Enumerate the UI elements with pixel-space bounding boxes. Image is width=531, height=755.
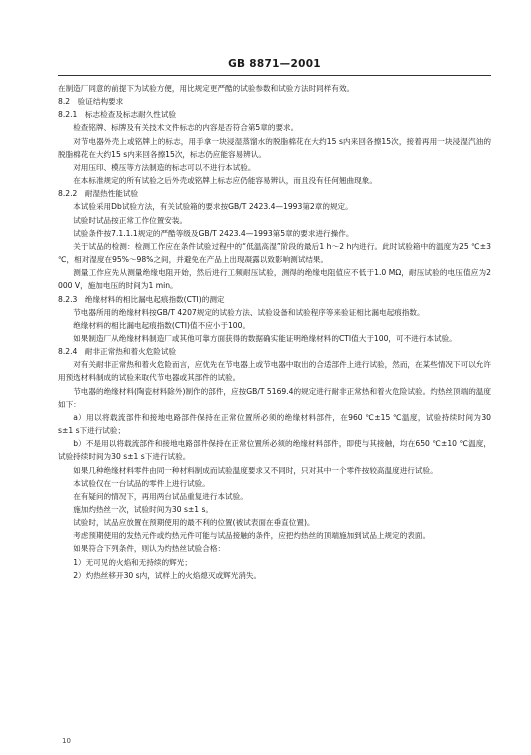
paragraph: 如果几种绝缘材料零件由同一种材料制成而试验温度要求又不同时，只对其中一个零件按较高温度进行试验。	[73, 465, 438, 475]
paragraph: 对有关耐非正常热和着火危险而言，应优先在节电器上或节电器中取出的合适部件上进行试验，然而，在某些情况下可以允许用预选材料制成的试验来取代节电器或其部件的试验。	[58, 360, 491, 383]
paragraph: 如果符合下列条件，则认为灼热丝试验合格：	[73, 544, 226, 554]
header-rule	[58, 75, 491, 76]
section-heading: 8.2.2 耐湿热性能试验	[58, 189, 139, 199]
paragraph: 试验时试品按正常工作位置安装。	[73, 215, 188, 225]
paragraph: 关于试品的检测：检测工作应在条件试验过程中的“低温高湿”阶段的最后1 h～2 h内进行。此时试验箱中的温度为25 ℃±3 ℃，相对湿度在95%～98%之间，并避免在产品上出现凝露以致影响测试结果。	[58, 241, 491, 265]
paragraph: 考虑预期使用的发热元件或灼热元件可能与试品接触的条件，应把灼热丝的顶端施加到试品上规定的表面。	[73, 531, 431, 541]
page-number: 10	[62, 737, 71, 745]
paragraph: b）不是用以将载流部件和接地电路部件保持在正常位置所必须的绝缘材料部件，即使与其接触，均在650 ℃±10 ℃温度，试验持续时间为30 s±1 s下进行试验。	[58, 439, 491, 462]
paragraph: 在本标准规定的所有试验之后外壳或铭牌上标志应仍能容易辨认，而且没有任何翘曲现象。	[73, 176, 377, 186]
paragraph: 试验条件按7.1.1.1规定的严酷等级及GB/T 2423.4—1993第5章的要求进行操作。	[73, 228, 354, 238]
paragraph: 1）无可见的火焰和无持续的辉光；	[73, 557, 192, 567]
paragraph: 节电器的绝缘材料(陶瓷材料除外)制作的部件，应按GB/T 5169.4的规定进行耐非正常热和着火危险试验。灼热丝顶端的温度如下：	[58, 386, 491, 409]
section-heading: 8.2.4 耐非正常热和着火危险试验	[58, 347, 177, 357]
paragraph: 试验时，试品应放置在预期使用的最不利的位置(被试表面在垂直位置)。	[73, 518, 315, 528]
paragraph: a）用以将载流部件和接地电路部件保持在正常位置所必须的绝缘材料部件，在960 ℃±15 ℃温度，试验持续时间为30 s±1 s下进行试验；	[58, 412, 491, 436]
document-body	[58, 82, 491, 582]
paragraph: 在有疑问的情况下，再用两台试品重复进行本试验。	[73, 491, 248, 501]
paragraph: 如果制造厂从绝缘材料制造厂或其他可靠方面获得的数据确实能证明绝缘材料的CTI值大于100，可不进行本试验。	[73, 333, 457, 343]
section-heading: 8.2.3 绝缘材料的相比漏电起痕指数(CTI)的测定	[58, 294, 225, 304]
paragraph: 对节电器外壳上或铭牌上的标志，用手拿一块浸湿蒸馏水的脱脂棉花在大约15 s内来回各擦15次，接着再用一块浸湿汽油的脱脂棉花在大约15 s内来回各擦15次，标志仍应能容易辨认。	[58, 136, 491, 159]
section-heading: 8.2 验证结构要求	[58, 97, 124, 107]
paragraph: 在制造厂同意的前提下为试验方便，用比规定更严酷的试验参数和试验方法时同样有效。	[58, 84, 355, 93]
section-heading: 8.2.1 标志检查及标志耐久性试验	[58, 110, 177, 120]
paragraph: 测量工作应先从测量绝缘电阻开始，然后进行工频耐压试验，测得的绝缘电阻值应不低于1.0 MΩ，耐压试验的电压值应为2 000 V，施加电压的时间为1 min。	[58, 268, 491, 291]
paragraph: 2）灼热丝移开30 s内，试样上的火焰熄灭或辉光消失。	[73, 570, 262, 580]
paragraph: 施加灼热丝一次，试验时间为30 s±1 s。	[73, 505, 214, 514]
paragraph: 本试验采用Db试验方法，有关试验箱的要求按GB/T 2423.4—1993第2章的规定。	[73, 202, 353, 212]
paragraph: 本试验仅在一台试品的零件上进行试验。	[73, 478, 210, 488]
paragraph: 绝缘材料的相比漏电起痕指数(CTI)值不应小于100。	[73, 320, 251, 330]
paragraph: 对用压印、模压等方法制造的标志可以不进行本试验。	[73, 162, 256, 172]
paragraph: 节电器所用的绝缘材料按GB/T 4207规定的试验方法、试验设备和试验程序等来验证相比漏电起痕指数。	[73, 307, 425, 317]
standard-number-header: GB 8871—2001	[228, 58, 321, 70]
paragraph: 检查铭牌、标牌及有关技术文件标志的内容是否符合第5章的要求。	[73, 123, 299, 133]
